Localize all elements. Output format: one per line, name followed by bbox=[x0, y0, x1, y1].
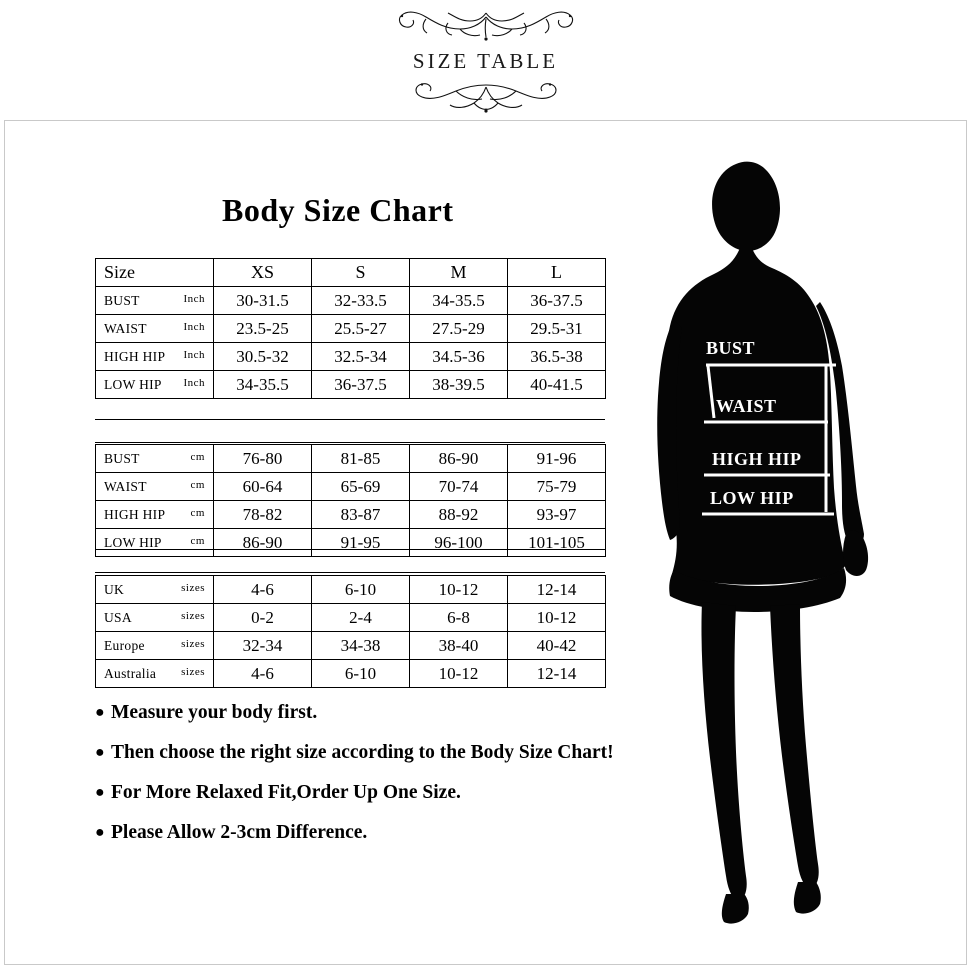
notes-list bbox=[95, 700, 635, 860]
cell: 38-39.5 bbox=[410, 371, 508, 399]
col-size: Size bbox=[96, 259, 214, 287]
ornament-bottom-icon bbox=[356, 75, 616, 117]
label-bust: BUST bbox=[706, 338, 756, 358]
female-silhouette-icon bbox=[630, 150, 930, 930]
row-label-usa bbox=[96, 604, 214, 632]
row-unit: cm bbox=[190, 478, 205, 491]
cell: 93-97 bbox=[508, 501, 606, 529]
cell: 29.5-31 bbox=[508, 315, 606, 343]
row-unit: sizes bbox=[181, 609, 205, 622]
table-row bbox=[96, 315, 606, 343]
col-m: M bbox=[410, 259, 508, 287]
cell: 96-100 bbox=[410, 529, 508, 557]
cell: 40-41.5 bbox=[508, 371, 606, 399]
bullet-icon: ● bbox=[95, 744, 105, 761]
cell: 78-82 bbox=[214, 501, 312, 529]
row-unit: sizes bbox=[181, 637, 205, 650]
row-unit: cm bbox=[190, 450, 205, 463]
table-row bbox=[96, 501, 606, 529]
row-label-bust-cm bbox=[96, 445, 214, 473]
table-row bbox=[96, 473, 606, 501]
label-low-hip: LOW HIP bbox=[710, 488, 794, 508]
cell: 75-79 bbox=[508, 473, 606, 501]
table-separator-1 bbox=[95, 419, 605, 443]
row-label-uk bbox=[96, 576, 214, 604]
cell: 70-74 bbox=[410, 473, 508, 501]
header bbox=[0, 6, 971, 118]
cell: 12-14 bbox=[508, 660, 606, 688]
table-separator-2 bbox=[95, 549, 605, 573]
cell: 91-96 bbox=[508, 445, 606, 473]
cell: 10-12 bbox=[508, 604, 606, 632]
row-label-text: Australia bbox=[104, 665, 157, 681]
cell: 81-85 bbox=[312, 445, 410, 473]
body-size-chart-title: Body Size Chart bbox=[222, 192, 454, 228]
cell: 65-69 bbox=[312, 473, 410, 501]
cell: 2-4 bbox=[312, 604, 410, 632]
cell: 86-90 bbox=[410, 445, 508, 473]
table-row bbox=[96, 604, 606, 632]
cell: 34-35.5 bbox=[214, 371, 312, 399]
row-label-europe bbox=[96, 632, 214, 660]
bullet-icon: ● bbox=[95, 824, 105, 841]
note-text: Please Allow 2-3cm Difference. bbox=[111, 822, 368, 843]
label-high-hip: HIGH HIP bbox=[712, 449, 802, 469]
table-row bbox=[96, 632, 606, 660]
table-row bbox=[96, 343, 606, 371]
note-text: Then choose the right size according to the Body Size Chart! bbox=[111, 742, 614, 763]
cell: 10-12 bbox=[410, 576, 508, 604]
bullet-icon: ● bbox=[95, 704, 105, 721]
row-unit: Inch bbox=[183, 292, 205, 305]
cell: 88-92 bbox=[410, 501, 508, 529]
table-regional-sizes bbox=[95, 575, 606, 688]
bullet-icon: ● bbox=[95, 784, 105, 801]
table-row bbox=[96, 287, 606, 315]
cell: 0-2 bbox=[214, 604, 312, 632]
row-label-text: USA bbox=[104, 609, 132, 625]
cell: 12-14 bbox=[508, 576, 606, 604]
cell: 101-105 bbox=[508, 529, 606, 557]
page-title: SIZE TABLE bbox=[412, 49, 559, 73]
cell: 86-90 bbox=[214, 529, 312, 557]
row-label-text: BUST bbox=[104, 292, 140, 308]
cell: 76-80 bbox=[214, 445, 312, 473]
col-xs: XS bbox=[214, 259, 312, 287]
row-label-text: HIGH HIP bbox=[104, 348, 166, 364]
cell: 10-12 bbox=[410, 660, 508, 688]
cell: 32.5-34 bbox=[312, 343, 410, 371]
row-label-high-hip-inch bbox=[96, 343, 214, 371]
table-row bbox=[96, 371, 606, 399]
cell: 36-37.5 bbox=[312, 371, 410, 399]
row-label-high-hip-cm bbox=[96, 501, 214, 529]
row-label-text: LOW HIP bbox=[104, 534, 162, 550]
cell: 4-6 bbox=[214, 660, 312, 688]
cell: 36.5-38 bbox=[508, 343, 606, 371]
ornament-top-icon bbox=[356, 7, 616, 47]
cell: 6-10 bbox=[312, 660, 410, 688]
row-label-text: HIGH HIP bbox=[104, 506, 166, 522]
table-row bbox=[96, 445, 606, 473]
cell: 34-38 bbox=[312, 632, 410, 660]
table-row bbox=[96, 576, 606, 604]
cell: 38-40 bbox=[410, 632, 508, 660]
row-label-waist-inch bbox=[96, 315, 214, 343]
table-centimeters bbox=[95, 444, 606, 557]
cell: 4-6 bbox=[214, 576, 312, 604]
cell: 34.5-36 bbox=[410, 343, 508, 371]
row-label-bust-inch bbox=[96, 287, 214, 315]
row-label-text: LOW HIP bbox=[104, 376, 162, 392]
table-header-row bbox=[96, 259, 606, 287]
row-unit: cm bbox=[190, 506, 205, 519]
col-l: L bbox=[508, 259, 606, 287]
row-label-text: UK bbox=[104, 581, 125, 597]
body-figure bbox=[630, 150, 930, 930]
cell: 83-87 bbox=[312, 501, 410, 529]
row-unit: Inch bbox=[183, 320, 205, 333]
list-item bbox=[95, 740, 635, 766]
cell: 6-10 bbox=[312, 576, 410, 604]
cell: 36-37.5 bbox=[508, 287, 606, 315]
cell: 34-35.5 bbox=[410, 287, 508, 315]
row-label-australia bbox=[96, 660, 214, 688]
row-unit: sizes bbox=[181, 665, 205, 678]
row-unit: Inch bbox=[183, 348, 205, 361]
row-unit: sizes bbox=[181, 581, 205, 594]
cell: 23.5-25 bbox=[214, 315, 312, 343]
table-inches bbox=[95, 258, 606, 399]
cell: 30.5-32 bbox=[214, 343, 312, 371]
list-item bbox=[95, 780, 635, 806]
note-text: For More Relaxed Fit,Order Up One Size. bbox=[111, 782, 461, 803]
row-label-text: Europe bbox=[104, 637, 145, 653]
row-unit: Inch bbox=[183, 376, 205, 389]
cell: 27.5-29 bbox=[410, 315, 508, 343]
col-s: S bbox=[312, 259, 410, 287]
cell: 32-33.5 bbox=[312, 287, 410, 315]
row-label-waist-cm bbox=[96, 473, 214, 501]
note-text: Measure your body first. bbox=[111, 702, 318, 723]
cell: 6-8 bbox=[410, 604, 508, 632]
row-label-low-hip-inch bbox=[96, 371, 214, 399]
list-item bbox=[95, 820, 635, 846]
row-label-text: BUST bbox=[104, 450, 140, 466]
row-label-text: WAIST bbox=[104, 320, 147, 336]
label-waist: WAIST bbox=[716, 396, 777, 416]
table-row bbox=[96, 660, 606, 688]
list-item bbox=[95, 700, 635, 726]
cell: 91-95 bbox=[312, 529, 410, 557]
cell: 25.5-27 bbox=[312, 315, 410, 343]
cell: 32-34 bbox=[214, 632, 312, 660]
cell: 30-31.5 bbox=[214, 287, 312, 315]
cell: 40-42 bbox=[508, 632, 606, 660]
row-unit: cm bbox=[190, 534, 205, 547]
cell: 60-64 bbox=[214, 473, 312, 501]
row-label-text: WAIST bbox=[104, 478, 147, 494]
